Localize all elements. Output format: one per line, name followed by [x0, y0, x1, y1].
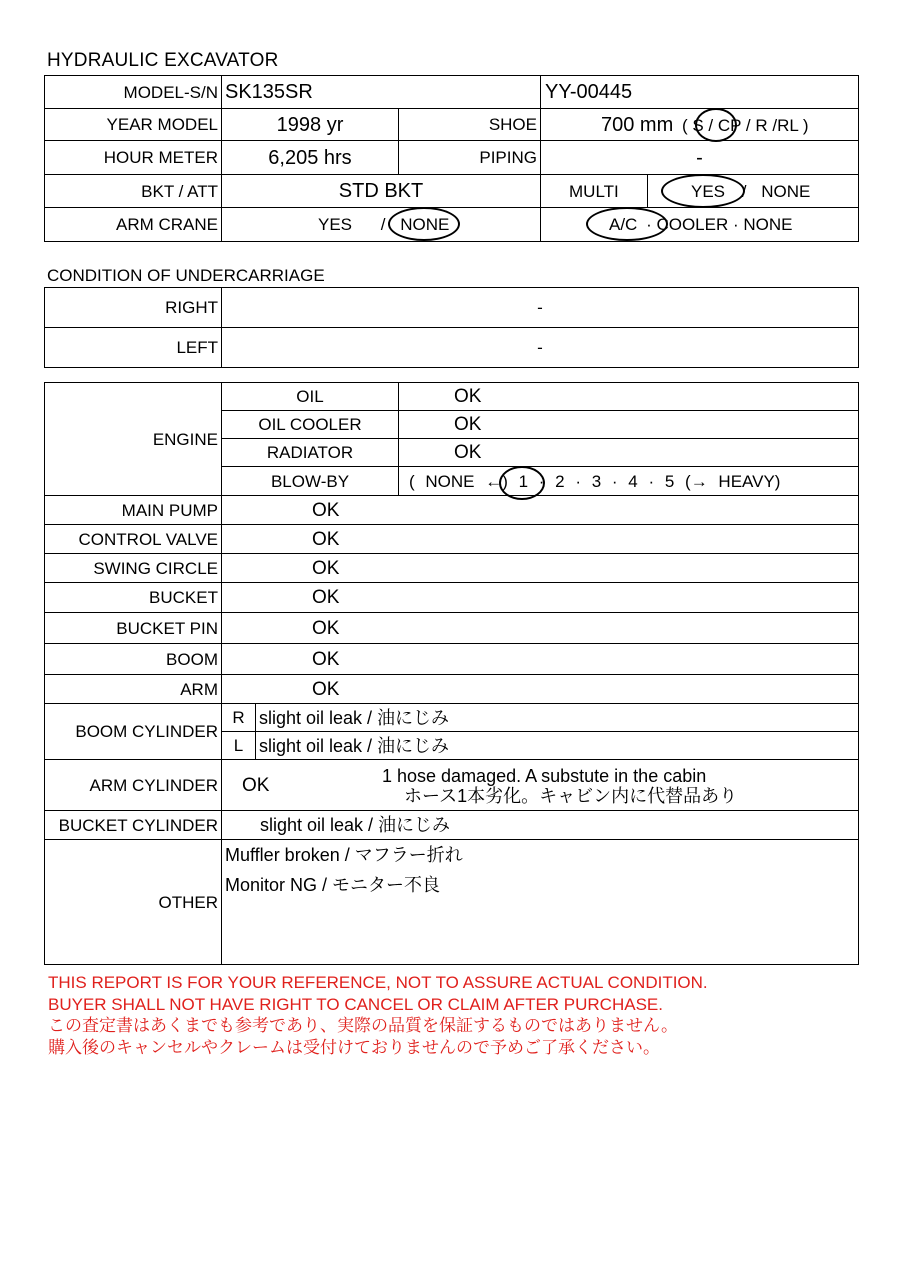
undercarriage-right-value: -	[222, 288, 859, 328]
bucketpin-value: OK	[222, 613, 859, 644]
oil-value: OK	[399, 383, 859, 411]
blowby-label: BLOW-BY	[222, 467, 399, 496]
undercarriage-right-label: RIGHT	[45, 288, 222, 328]
armcrane-yes: YES	[318, 215, 353, 234]
arm-value: OK	[222, 675, 859, 704]
report-title: HYDRAULIC EXCAVATOR	[47, 50, 279, 71]
armcrane-options	[222, 208, 541, 242]
multi-label: MULTI	[541, 175, 648, 208]
bucket-label: BUCKET	[45, 583, 222, 613]
aircon-rest: · COOLER · NONE	[646, 215, 793, 234]
boom-value: OK	[222, 644, 859, 675]
armcrane-label: ARM CRANE	[45, 208, 222, 242]
multi-yes: YES	[691, 181, 726, 201]
hour-label: HOUR METER	[45, 141, 222, 175]
bkt-value: STD BKT	[222, 175, 541, 208]
condition-table	[44, 382, 859, 965]
spec-table	[44, 75, 859, 242]
blowby-scale: ( NONE ←) 1 · 2 · 3 · 4 · 5 (→ HEAVY)	[399, 467, 859, 496]
model-value: SK135SR	[222, 76, 541, 109]
radiator-value: OK	[399, 439, 859, 467]
piping-value: -	[541, 141, 859, 175]
undercarriage-table	[44, 287, 859, 368]
shoe-label: SHOE	[399, 109, 541, 141]
disclaimer-line-4: 購入後のキャンセルやクレームは受付けておりませんので予めご了承ください。	[48, 1037, 660, 1057]
bkt-label: BKT / ATT	[45, 175, 222, 208]
undercarriage-left-value: -	[222, 328, 859, 368]
bucket-value: OK	[222, 583, 859, 613]
swingcircle-value: OK	[222, 554, 859, 583]
bucketcyl-label: BUCKET CYLINDER	[45, 811, 222, 840]
other-cell	[222, 840, 859, 965]
armcyl-value: OK	[242, 775, 270, 796]
armcrane-none: NONE	[400, 215, 450, 234]
armcyl-note-jp: ホース1本劣化。キャビン内に代替品あり	[404, 786, 738, 806]
controlvalve-value: OK	[222, 525, 859, 554]
arm-label: ARM	[45, 675, 222, 704]
disclaimer-line-3: この査定書はあくまでも参考であり、実際の品質を保証するものではありません。	[48, 1016, 679, 1035]
bucketpin-label: BUCKET PIN	[45, 613, 222, 644]
undercarriage-title: CONDITION OF UNDERCARRIAGE	[47, 266, 325, 285]
year-value: 1998 yr	[222, 109, 399, 141]
disclaimer-line-2: BUYER SHALL NOT HAVE RIGHT TO CANCEL OR CLAIM AFTER PURCHASE.	[48, 994, 663, 1014]
swingcircle-label: SWING CIRCLE	[45, 554, 222, 583]
boom-label: BOOM	[45, 644, 222, 675]
hour-value: 6,205 hrs	[222, 141, 399, 175]
serial-value: YY-00445	[541, 76, 859, 109]
aircon-options	[541, 208, 859, 242]
disclaimer	[48, 972, 708, 1058]
multi-options	[648, 175, 859, 208]
boomcyl-l-value: slight oil leak / 油にじみ	[256, 732, 859, 760]
shoe-value: 700 mm	[601, 113, 674, 136]
piping-label: PIPING	[399, 141, 541, 175]
boomcyl-r-value: slight oil leak / 油にじみ	[256, 704, 859, 732]
other-label: OTHER	[45, 840, 222, 965]
armcrane-sep: /	[380, 215, 386, 234]
other-item-1: Muffler broken / マフラー折れ	[225, 845, 463, 865]
controlvalve-label: CONTROL VALVE	[45, 525, 222, 554]
other-item-2: Monitor NG / モニター不良	[225, 875, 441, 895]
armcyl-note-en: 1 hose damaged. A substute in the cabin	[382, 766, 707, 786]
oilcooler-value: OK	[399, 411, 859, 439]
armcyl-cell	[222, 760, 859, 811]
boomcyl-l-label: L	[222, 732, 256, 760]
armcyl-label: ARM CYLINDER	[45, 760, 222, 811]
year-label: YEAR MODEL	[45, 109, 222, 141]
oil-label: OIL	[222, 383, 399, 411]
model-label: MODEL-S/N	[45, 76, 222, 109]
multi-sep: /	[741, 181, 747, 201]
oilcooler-label: OIL COOLER	[222, 411, 399, 439]
disclaimer-line-1: THIS REPORT IS FOR YOUR REFERENCE, NOT TO ASSURE ACTUAL CONDITION.	[48, 973, 708, 992]
shoe-cell	[541, 109, 859, 141]
mainpump-value: OK	[222, 496, 859, 525]
undercarriage-left-label: LEFT	[45, 328, 222, 368]
boomcyl-r-label: R	[222, 704, 256, 732]
aircon-ac: A/C	[609, 215, 638, 234]
bucketcyl-value: slight oil leak / 油にじみ	[222, 811, 859, 840]
mainpump-label: MAIN PUMP	[45, 496, 222, 525]
engine-label: ENGINE	[45, 383, 222, 496]
boomcyl-label: BOOM CYLINDER	[45, 704, 222, 760]
multi-none: NONE	[761, 181, 811, 201]
shoe-options: ( S / CP / R /RL )	[681, 115, 809, 135]
radiator-label: RADIATOR	[222, 439, 399, 467]
